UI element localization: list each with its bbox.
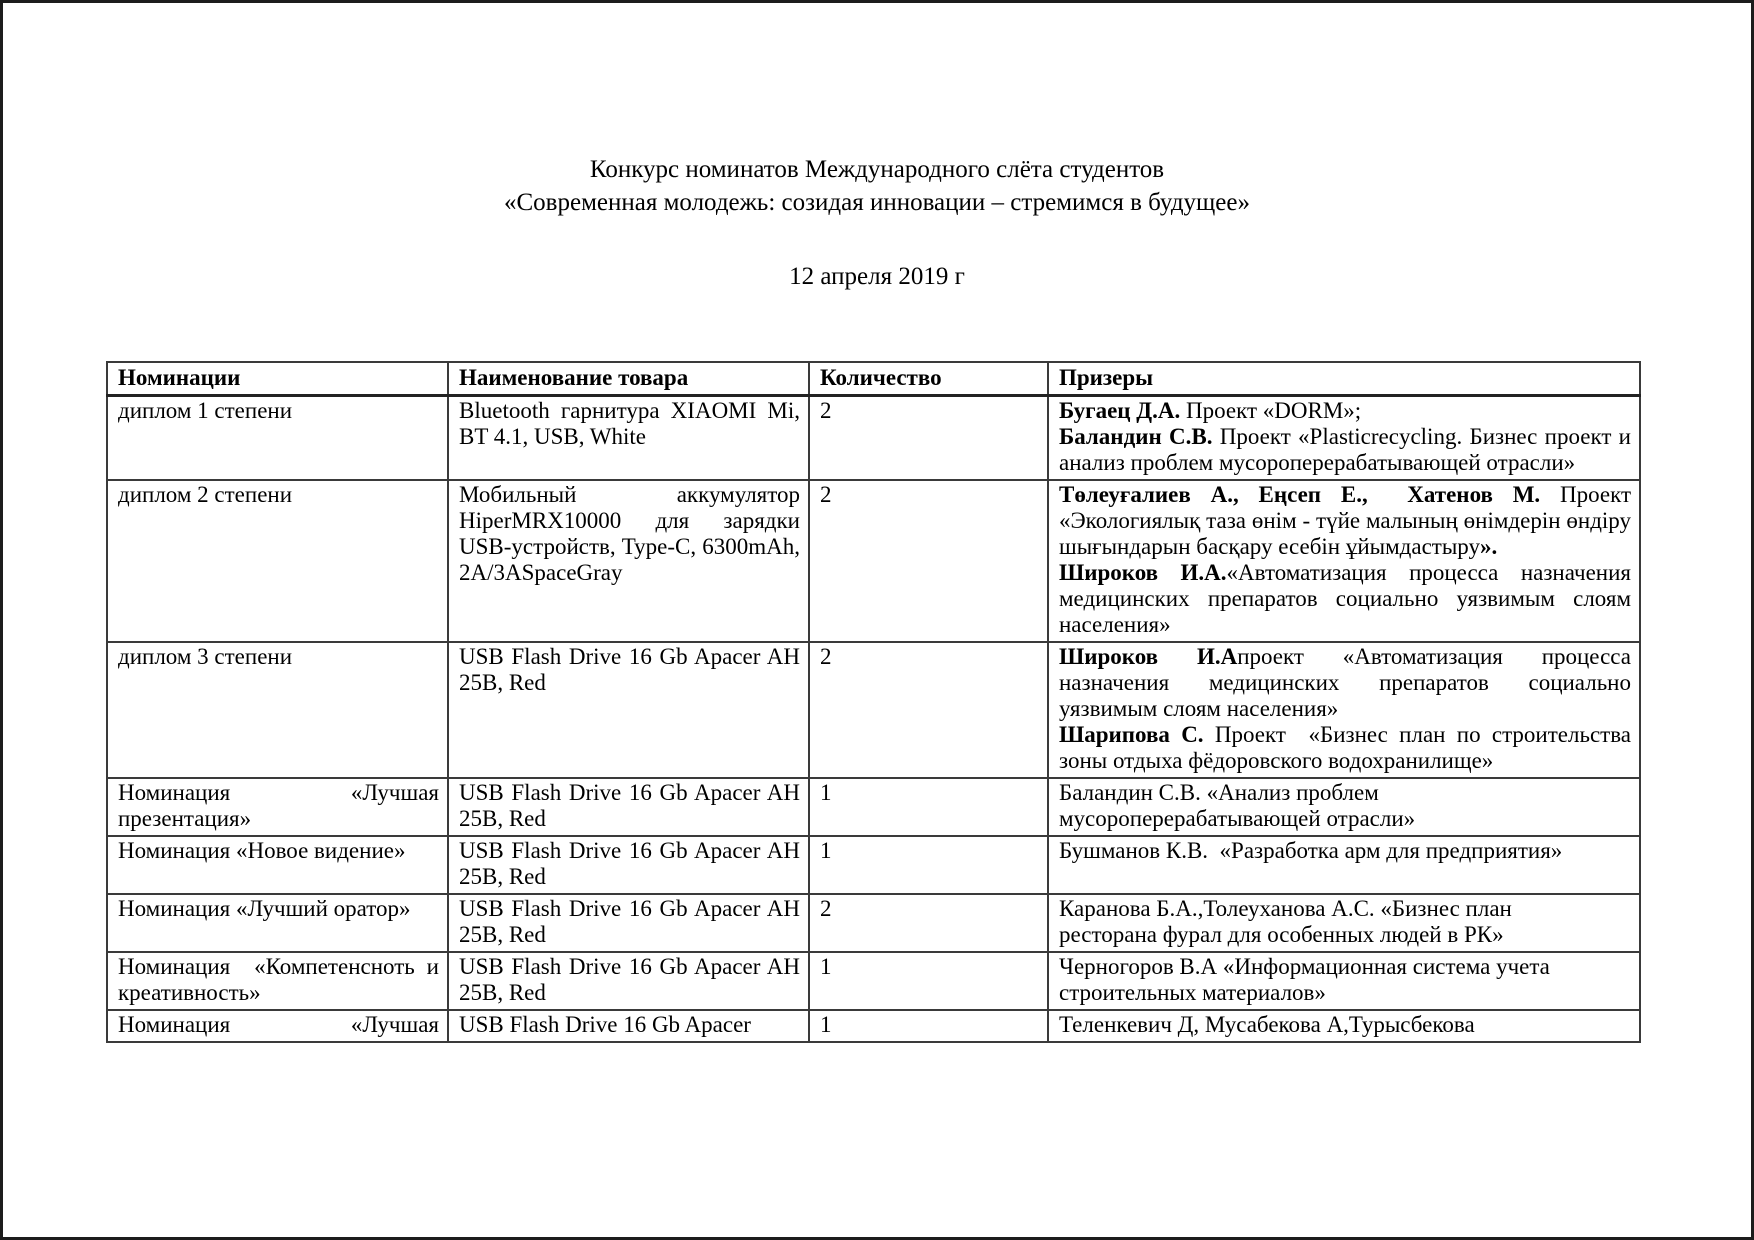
prize-paragraph: Төлеуғалиев А., Еңсеп Е., Хатенов М. Проект «Экологиялық таза өнім - түйе малының өнімдерін өндіру шығындарын басқару есебін ұйымдастыру». bbox=[1059, 482, 1631, 559]
prize-paragraph: Бугаец Д.А. Проект «DORM»; bbox=[1059, 398, 1362, 423]
prizes-cell bbox=[1048, 480, 1640, 642]
awards-table-body bbox=[107, 396, 1640, 1043]
nomination-cell: диплом 1 степени bbox=[107, 396, 448, 481]
quantity-cell: 2 bbox=[809, 480, 1048, 642]
title-line-1: Конкурс номинатов Международного слёта студентов bbox=[589, 156, 1165, 183]
quantity-cell: 1 bbox=[809, 836, 1048, 894]
prizes-cell bbox=[1048, 1010, 1640, 1042]
column-header: Наименование товара bbox=[448, 362, 809, 396]
table-row bbox=[107, 480, 1640, 642]
nomination-cell: диплом 2 степени bbox=[107, 480, 448, 642]
table-row bbox=[107, 836, 1640, 894]
prizes-cell bbox=[1048, 952, 1640, 1010]
table-row bbox=[107, 894, 1640, 952]
prizes-cell bbox=[1048, 778, 1640, 836]
prize-paragraph: Бушманов К.В. «Разработка арм для предприятия» bbox=[1059, 838, 1563, 863]
quantity-cell: 2 bbox=[809, 642, 1048, 778]
prize-paragraph: Баландин С.В. «Анализ проблем bbox=[1059, 780, 1379, 805]
table-row bbox=[107, 642, 1640, 778]
prizes-cell bbox=[1048, 642, 1640, 778]
prize-paragraph: Широков И.Апроект «Автоматизация процесса назначения медицинских препаратов социально уязвимым слоям населения» bbox=[1059, 644, 1631, 721]
quantity-cell: 2 bbox=[809, 894, 1048, 952]
column-header: Призеры bbox=[1048, 362, 1640, 396]
table-row bbox=[107, 952, 1640, 1010]
title-line-2: «Современная молодежь: созидая инновации – стремимся в будущее» bbox=[504, 189, 1250, 216]
prizes-cell bbox=[1048, 836, 1640, 894]
product-cell: USB Flash Drive 16 Gb Apacer AH 25B, Red bbox=[448, 894, 809, 952]
nomination-cell: Номинация «Новое видение» bbox=[107, 836, 448, 894]
prize-paragraph: ресторана фурал для особенных людей в РК» bbox=[1059, 922, 1504, 947]
table-header-row bbox=[107, 362, 1640, 396]
document-title bbox=[3, 153, 1751, 219]
product-cell: USB Flash Drive 16 Gb Apacer AH 25B, Red bbox=[448, 952, 809, 1010]
quantity-cell: 2 bbox=[809, 396, 1048, 481]
prize-paragraph: Теленкевич Д, Мусабекова А,Турысбекова bbox=[1059, 1012, 1475, 1037]
product-cell: USB Flash Drive 16 Gb Apacer AH 25B, Red bbox=[448, 778, 809, 836]
prize-paragraph: строительных материалов» bbox=[1059, 980, 1326, 1005]
prize-paragraph: Шарипова С. Проект «Бизнес план по строительства зоны отдыха фёдоровского водохранилище» bbox=[1059, 722, 1631, 773]
document-date: 12 апреля 2019 г bbox=[789, 263, 965, 290]
nomination-cell: Номинация «Лучшая bbox=[107, 1010, 448, 1042]
product-cell: USB Flash Drive 16 Gb Apacer AH 25B, Red bbox=[448, 642, 809, 778]
prize-paragraph: мусороперерабатывающей отрасли» bbox=[1059, 806, 1416, 831]
product-cell: Bluetooth гарнитура XIAOMI Mi, BT 4.1, USB, White bbox=[448, 396, 809, 481]
column-header: Количество bbox=[809, 362, 1048, 396]
quantity-cell: 1 bbox=[809, 1010, 1048, 1042]
prizes-cell bbox=[1048, 894, 1640, 952]
table-row bbox=[107, 778, 1640, 836]
nomination-cell: диплом 3 степени bbox=[107, 642, 448, 778]
prize-paragraph: Баландин С.В. Проект «Plasticrecycling. Бизнес проект и анализ проблем мусороперерабатывающей отрасли» bbox=[1059, 424, 1631, 475]
awards-table bbox=[106, 361, 1641, 1043]
nomination-cell: Номинация «Компетенсноть и креативность» bbox=[107, 952, 448, 1010]
column-header: Номинации bbox=[107, 362, 448, 396]
prize-paragraph: Широков И.А.«Автоматизация процесса назначения медицинских препаратов социально уязвимым слоям населения» bbox=[1059, 560, 1631, 637]
table-row bbox=[107, 396, 1640, 481]
product-cell: Мобильный аккумулятор HiperMRX10000 для зарядки USB-устройств, Type-C, 6300mAh, 2A/3ASpaceGray bbox=[448, 480, 809, 642]
product-cell: USB Flash Drive 16 Gb Apacer AH 25B, Red bbox=[448, 836, 809, 894]
prizes-cell bbox=[1048, 396, 1640, 481]
table-row bbox=[107, 1010, 1640, 1042]
nomination-cell: Номинация «Лучшая презентация» bbox=[107, 778, 448, 836]
quantity-cell: 1 bbox=[809, 952, 1048, 1010]
product-cell: USB Flash Drive 16 Gb Apacer bbox=[448, 1010, 809, 1042]
nomination-cell: Номинация «Лучший оратор» bbox=[107, 894, 448, 952]
quantity-cell: 1 bbox=[809, 778, 1048, 836]
prize-paragraph: Каранова Б.А.,Толеуханова А.С. «Бизнес план bbox=[1059, 896, 1512, 921]
prize-paragraph: Черногоров В.А «Информационная система учета bbox=[1059, 954, 1550, 979]
